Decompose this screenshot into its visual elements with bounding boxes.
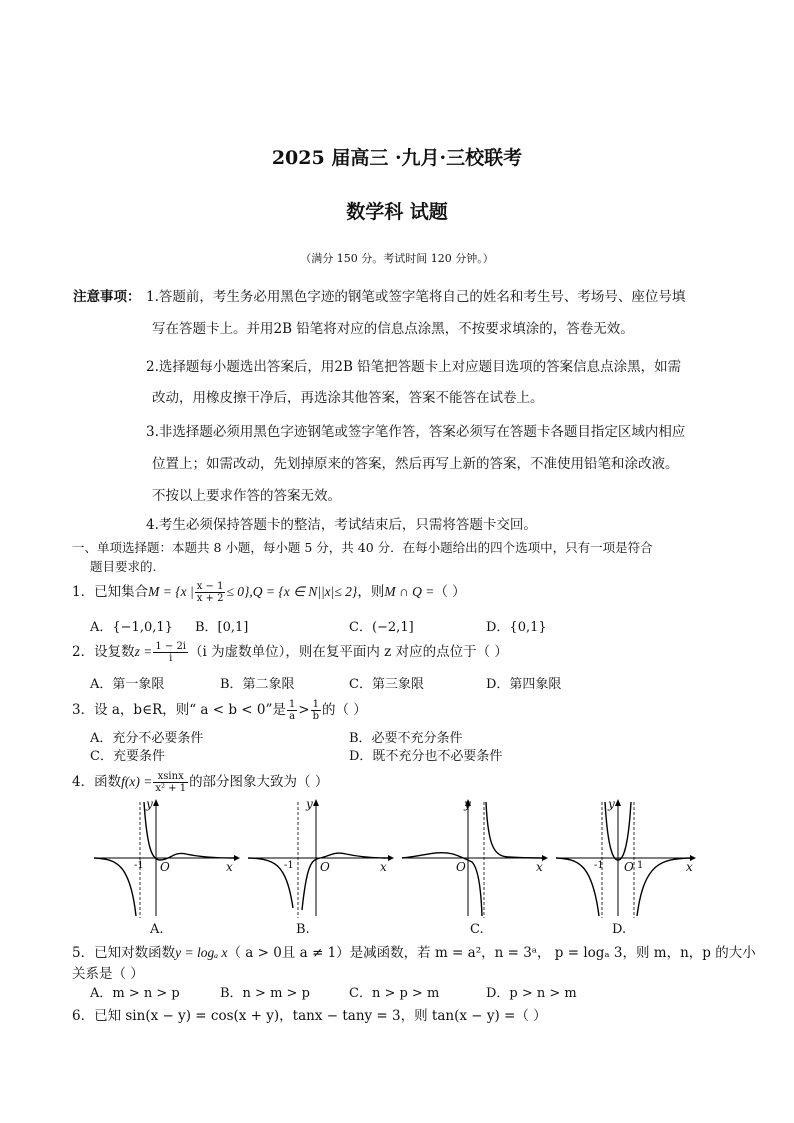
q3-fraction-b <box>311 699 321 722</box>
q2-frac-den: i <box>169 653 173 664</box>
q2-option-b[interactable]: B．第二象限 <box>220 677 295 692</box>
q4-fraction <box>153 771 188 794</box>
q4-frac-den: x² + 1 <box>155 783 187 794</box>
q1-frac-den: x + 2 <box>196 593 224 604</box>
notes-label: 注意事项： <box>73 289 141 305</box>
question-6: 6．已知 sin(x − y) = cos(x + y)，tanx − tany = 3，则 tan(x − y) =（ ） <box>72 1008 547 1024</box>
q3-option-c[interactable]: C．充要条件 <box>90 749 165 764</box>
note-2-line-1: 2.选择题每小题选出答案后，用2B 铅笔把答题卡上对应题目选项的答案信息点涂黑，如需 <box>146 359 682 375</box>
q4-option-b[interactable]: B. <box>296 922 310 937</box>
q5-option-a[interactable]: A．m > n > p <box>90 986 180 1001</box>
graph-c-origin-label: O <box>456 860 466 874</box>
graph-c-x-label: x <box>536 860 543 874</box>
note-4: 4.考生必须保持答题卡的整洁，考试结束后，只需将答题卡交回。 <box>146 517 537 533</box>
exam-title: 2025 届高三 ·九月·三校联考 <box>271 147 523 169</box>
q5-l1-f: y = logₐ x <box>175 945 228 960</box>
q1-pre: 1．已知集合 <box>72 584 149 600</box>
question-5-line-2: 关系是（ ） <box>72 966 144 982</box>
graph-b-origin-label: O <box>320 860 330 874</box>
section-1-line-2: 题目要求的. <box>90 559 157 574</box>
graph-d-x-label: x <box>686 860 693 874</box>
graph-c-curve-right <box>486 802 542 858</box>
q2-frac-num: 1 − 2i <box>155 641 187 652</box>
q4-frac-num: xsinx <box>153 771 188 783</box>
exam-info: （满分 150 分。考试时间 120 分钟。） <box>300 252 494 265</box>
q2-post: （i 为虚数单位），则在复平面内 z 对应的点位于（ ） <box>189 644 508 660</box>
q4-post: 的部分图象大致为（ ） <box>189 774 329 790</box>
question-4 <box>72 770 328 794</box>
q2-option-c[interactable]: C．第三象限 <box>349 677 424 692</box>
q5-l1-a: 5．已知对数函数 <box>72 945 176 961</box>
question-3 <box>72 698 367 722</box>
q1-option-a[interactable]: A．{−1,0,1} <box>90 620 173 635</box>
graph-d-y-label: y <box>608 797 615 811</box>
q4-option-c[interactable]: C. <box>470 922 484 937</box>
q5-l1-b: （ a > 0且 a ≠ 1）是减函数，若 m = a²，n = 3ᵃ， p = logₐ 3，则 m，n，p 的大小 <box>227 945 756 961</box>
graph-c-curve-left <box>402 853 482 916</box>
q1-set-q: Q = {x ∈ N||x|≤ 2} <box>252 584 358 599</box>
q1-set-m-a: M = {x | <box>148 584 194 599</box>
q3-gt: > <box>298 702 310 718</box>
q3-post: 的（ ） <box>321 702 367 718</box>
q1-option-c[interactable]: C．(−2,1] <box>349 620 414 635</box>
note-1-line-1: 1.答题前，考生务必用黑色字迹的钢笔或签字笔将自己的姓名和考生号、考场号、座位号填 <box>146 289 686 305</box>
q2-fraction <box>153 641 188 664</box>
subject-title: 数学科 试题 <box>346 201 448 223</box>
graph-a-origin-label: O <box>160 860 170 874</box>
q3-pre: 3．设 a，b∈R，则“ a < b < 0”是 <box>72 702 286 718</box>
q2-z: z = <box>134 644 153 659</box>
note-1-line-2: 写在答题卡上。并用2B 铅笔将对应的信息点涂黑，不按要求填涂的，答卷无效。 <box>152 321 634 337</box>
q1-option-b[interactable]: B．[0,1] <box>195 620 249 635</box>
graph-a-curve-left <box>94 858 136 916</box>
q1-post: ，则 <box>357 584 385 600</box>
q4-fx: f(x) = <box>121 774 153 789</box>
graph-d-curve-right <box>637 858 690 916</box>
q1-expr: M ∩ Q = <box>384 584 435 599</box>
graph-a-x-label: x <box>226 860 233 874</box>
q2-pre: 2．设复数 <box>72 644 135 660</box>
q4-option-d[interactable]: D. <box>612 922 627 937</box>
q1-frac-num: x − 1 <box>196 581 224 592</box>
q2-option-a[interactable]: A．第一象限 <box>90 677 165 692</box>
note-3-line-1: 3.非选择题必须用黑色字迹钢笔或签字笔作答，答案必须写在答题卡各题目指定区域内相应 <box>146 424 686 440</box>
graph-b-x-label: x <box>380 860 387 874</box>
q4-graph-b[interactable] <box>244 798 394 923</box>
graph-b-neg1-label: -1 <box>284 860 294 871</box>
q1-fraction <box>195 581 226 604</box>
q5-option-c[interactable]: C．n > p > m <box>349 986 440 1001</box>
q3-option-a[interactable]: A．充分不必要条件 <box>90 731 204 746</box>
graph-b-x-arrow <box>388 855 394 861</box>
graph-b-y-arrow <box>313 799 319 806</box>
q4-option-a[interactable]: A. <box>150 922 164 937</box>
graph-d-curve-left <box>556 858 599 916</box>
note-3-line-2: 位置上；如需改动，先划掉原来的答案，然后再写上新的答案，不准使用铅笔和涂改液。 <box>152 456 679 472</box>
question-5-line-1 <box>72 941 756 961</box>
q2-option-d[interactable]: D．第四象限 <box>486 677 562 692</box>
note-2-line-2: 改动，用橡皮擦干净后，再选涂其他答案，答案不能答在试卷上。 <box>152 390 544 406</box>
graph-a-x-arrow <box>234 855 240 861</box>
q5-option-b[interactable]: B．n > m > p <box>220 986 310 1001</box>
graph-a-y-label: y <box>146 797 153 811</box>
question-1 <box>72 580 466 604</box>
q3-fraction-a <box>287 699 297 722</box>
q3-f1-den: a <box>289 711 296 722</box>
graph-a-curve-right <box>144 802 234 860</box>
q3-option-b[interactable]: B．必要不充分条件 <box>349 731 463 746</box>
graph-b-y-label: y <box>306 797 313 811</box>
q1-option-d[interactable]: D．{0,1} <box>486 620 547 635</box>
graph-a-neg1-label: -1 <box>134 860 144 871</box>
q1-set-m-b: ≤ 0}, <box>226 584 253 599</box>
q3-f1-num: 1 <box>288 699 296 710</box>
graph-c-y-label: y <box>464 797 471 811</box>
graph-b-curve-right <box>302 853 388 910</box>
graph-d-one-label: 1 <box>637 860 644 871</box>
q3-f2-den: b <box>312 711 319 722</box>
graph-d-neg1-label: -1 <box>594 860 604 871</box>
q3-f2-num: 1 <box>311 699 321 711</box>
graph-a-y-arrow <box>153 799 159 806</box>
q5-option-d[interactable]: D．p > n > m <box>486 986 577 1001</box>
section-1-line-1: 一、单项选择题：本题共 8 小题，每小题 5 分，共 40 分．在每小题给出的四个选项中，只有一项是符合 <box>72 540 653 555</box>
question-2 <box>72 640 508 664</box>
q4-pre: 4．函数 <box>72 774 122 790</box>
q1-blank: （ ） <box>434 584 466 600</box>
note-3-line-3: 不按以上要求作答的答案无效。 <box>152 488 341 504</box>
graph-d-origin-label: O <box>624 860 634 874</box>
graph-d-y-arrow <box>615 799 621 806</box>
q4-graph-c[interactable] <box>398 798 548 923</box>
q3-option-d[interactable]: D．既不充分也不必要条件 <box>349 749 503 764</box>
